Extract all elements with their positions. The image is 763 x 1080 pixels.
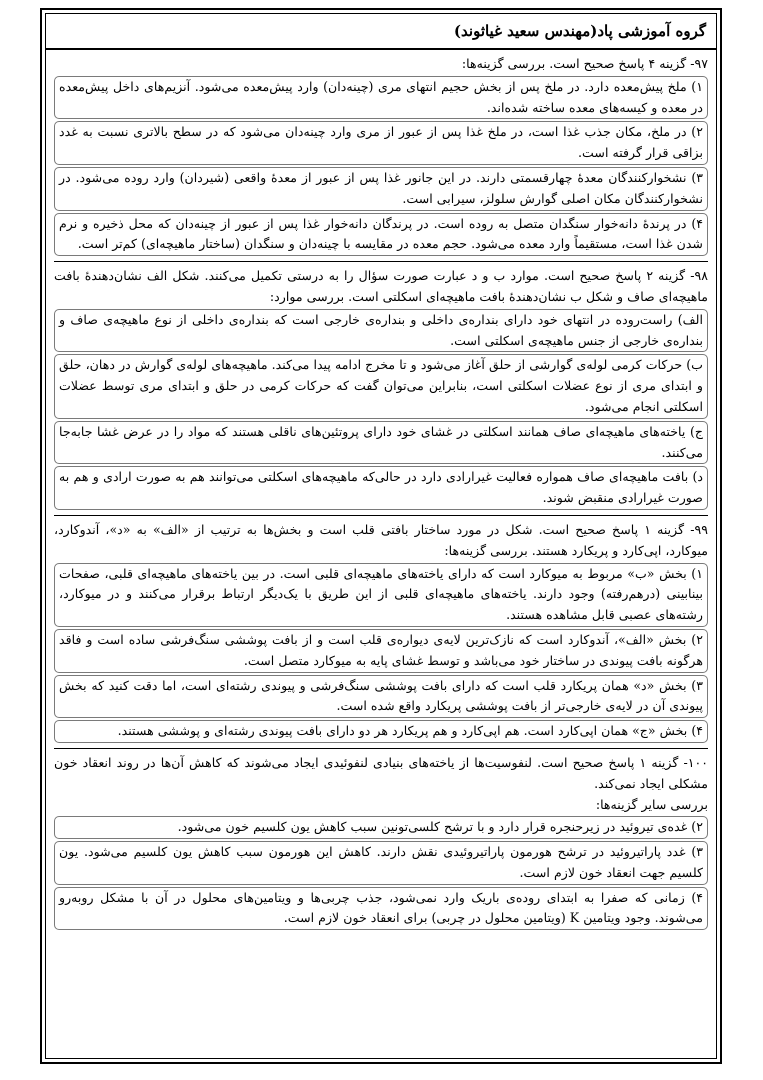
option-item: الف) راست‌روده در انتهای خود دارای بنداره‌ی داخلی و بنداره‌ی خارجی است که بنداره‌ی داخلی از نوع ماهیچه‌ی صاف و بنداره‌ی خارجی از جنس ماهیچه‌ی اسکلتی است. bbox=[54, 309, 708, 353]
page-frame-inner bbox=[45, 13, 717, 1059]
option-item: ۲) در ملخ، مکان جذب غذا است، در ملخ غذا پس از عبور از مری وارد چینه‌دان می‌شود که در سطح بالاتری نسبت به غدد بزاقی قرار گرفته است. bbox=[54, 121, 708, 165]
header-divider bbox=[46, 48, 716, 50]
option-item: ب) حرکات کرمی لوله‌ی گوارشی از حلق آغاز می‌شود و تا مخرج ادامه پیدا می‌کند. ماهیچه‌های لوله‌ی گوارش در دهان، حلق و ابتدای مری از نوع عضلات اسکلتی است، بنابراین می‌توان گفت که حرکات کرمی در حلق و ابتدای مری توسط عضلات اسکلتی انجام می‌شود. bbox=[54, 354, 708, 418]
option-item: ۳) غدد پاراتیروئید در ترشح هورمون پاراتیروئیدی نقش دارند. کاهش این هورمون سبب کاهش یون کلسیم می‌شود. یون کلسیم جهت انعقاد خون لازم است. bbox=[54, 841, 708, 885]
option-item: د) بافت ماهیچه‌ای صاف همواره فعالیت غیرارادی دارد در حالی‌که ماهیچه‌های اسکلتی می‌توانند هم به صورت ارادی و هم به صورت غیرارادی منقبض شوند. bbox=[54, 466, 708, 510]
answer-block-100 bbox=[54, 748, 708, 935]
answer-intro: ۱۰۰- گزینه ۱ پاسخ صحیح است. لنفوسیت‌ها از یاخته‌های بنیادی لنفوئیدی ایجاد می‌شوند که کاهش آن‌ها در روند انعقاد خون مشکلی ایجاد نمی‌کند. bbox=[54, 754, 709, 791]
answer-block-97 bbox=[54, 54, 708, 261]
answer-block-98 bbox=[54, 261, 708, 515]
option-item: ۱) بخش «ب» مربوط به میوکارد است که دارای یاخته‌های ماهیچه‌ای قلبی است. در بین یاخته‌های ماهیچه‌ای قلبی، صفحات بینابینی (درهم‌رفته) وجود دارند. یاخته‌های ماهیچه‌ای قلبی از این طریق با یک‌دیگر ارتباط برقرار می‌کنند و در میوکارد، رشته‌های عصبی قابل مشاهده هستند. bbox=[54, 563, 708, 627]
option-item: ۳) بخش «د» همان پریکارد قلب است که دارای بافت پوششی سنگ‌فرشی و پیوندی رشته‌ای است، اما دقت کنید که بخش پیوندی آن در لایه‌ی خارجی‌تر از بافت پوششی پریکارد واقع شده است. bbox=[54, 675, 708, 719]
option-item: ۴) زمانی که صفرا به ابتدای روده‌ی باریک وارد نمی‌شود، جذب چربی‌ها و ویتامین‌های محلول در آن با مشکل روبه‌رو می‌شوند. وجود ویتامین K (ویتامین محلول در چربی) برای انعقاد خون لازم است. bbox=[54, 887, 708, 931]
option-item: ۴) در پرندهٔ دانه‌خوار سنگدان متصل به روده است. در پرندگان دانه‌خوار غذا پس از عبور از چینه‌دان که محل ذخیره و نرم شدن غذا است، مستقیماً وارد معده می‌شود. حجم معده در مقایسه با چینه‌دان و سنگدان (ساختار ماهیچه‌ای) کم‌تر است. bbox=[54, 213, 708, 257]
page-frame bbox=[40, 8, 722, 1064]
option-item: ۲) غده‌ی تیروئید در زیرحنجره قرار دارد و با ترشح کلسی‌تونین سبب کاهش یون کلسیم خون می‌شود. bbox=[54, 816, 708, 839]
answer-intro: ۹۸- گزینه ۲ پاسخ صحیح است. موارد ب و د عبارت صورت سؤال را به درستی تکمیل می‌کنند. شکل الف نشان‌دهندهٔ بافت ماهیچه‌ای صاف و شکل ب نشان‌دهندهٔ بافت ماهیچه‌ای اسکلتی است. بررسی موارد: bbox=[54, 268, 708, 304]
answer-block-99 bbox=[54, 515, 708, 748]
answer-intro: ۹۷- گزینه ۴ پاسخ صحیح است. بررسی گزینه‌ها: bbox=[461, 56, 708, 71]
option-item: ج) یاخته‌های ماهیچه‌ای صاف همانند اسکلتی در غشای خود دارای پروتئین‌های ناقلی هستند که مواد را در عرض غشا جابه‌جا می‌کنند. bbox=[54, 421, 708, 465]
review-heading: بررسی سایر گزینه‌ها: bbox=[595, 796, 708, 812]
option-item: ۳) نشخوارکنندگان معدهٔ چهارقسمتی دارند. در این جانور غذا پس از عبور از معدهٔ واقعی (شیردان) وارد روده می‌شود. در نشخوارکنندگان مکان اصلی گوارش سلولز، سیرابی است. bbox=[54, 167, 708, 211]
option-item: ۴) بخش «ج» همان اپی‌کارد است. هم اپی‌کارد و هم پریکارد هر دو دارای بافت پیوندی رشته‌ای و پوششی هستند. bbox=[54, 720, 708, 743]
page-title: گروه آموزشی پاد(مهندس سعید غیاثوند) bbox=[453, 22, 706, 40]
option-item: ۲) بخش «الف»، آندوکارد است که نازک‌ترین لایه‌ی دیواره‌ی قلب است و از بافت پوششی سنگ‌فرشی ساده است و فاقد هرگونه بافت پیوندی در ساختار خود می‌باشد و توسط غشای پایه به میوکارد متصل است. bbox=[54, 629, 708, 673]
answer-intro: ۹۹- گزینه ۱ پاسخ صحیح است. شکل در مورد ساختار بافتی قلب است و بخش‌ها به ترتیب از «الف» به «د»، آندوکارد، میوکارد، اپی‌کارد و پریکارد هستند. بررسی گزینه‌ها: bbox=[54, 521, 708, 558]
option-item: ۱) ملخ پیش‌معده دارد. در ملخ پس از بخش حجیم انتهای مری (چینه‌دان) وارد پیش‌معده می‌شود. آنزیم‌های داخل پیش‌معده در معده و کیسه‌های معده ساخته شده‌اند. bbox=[54, 76, 708, 120]
answer-content bbox=[54, 54, 708, 935]
